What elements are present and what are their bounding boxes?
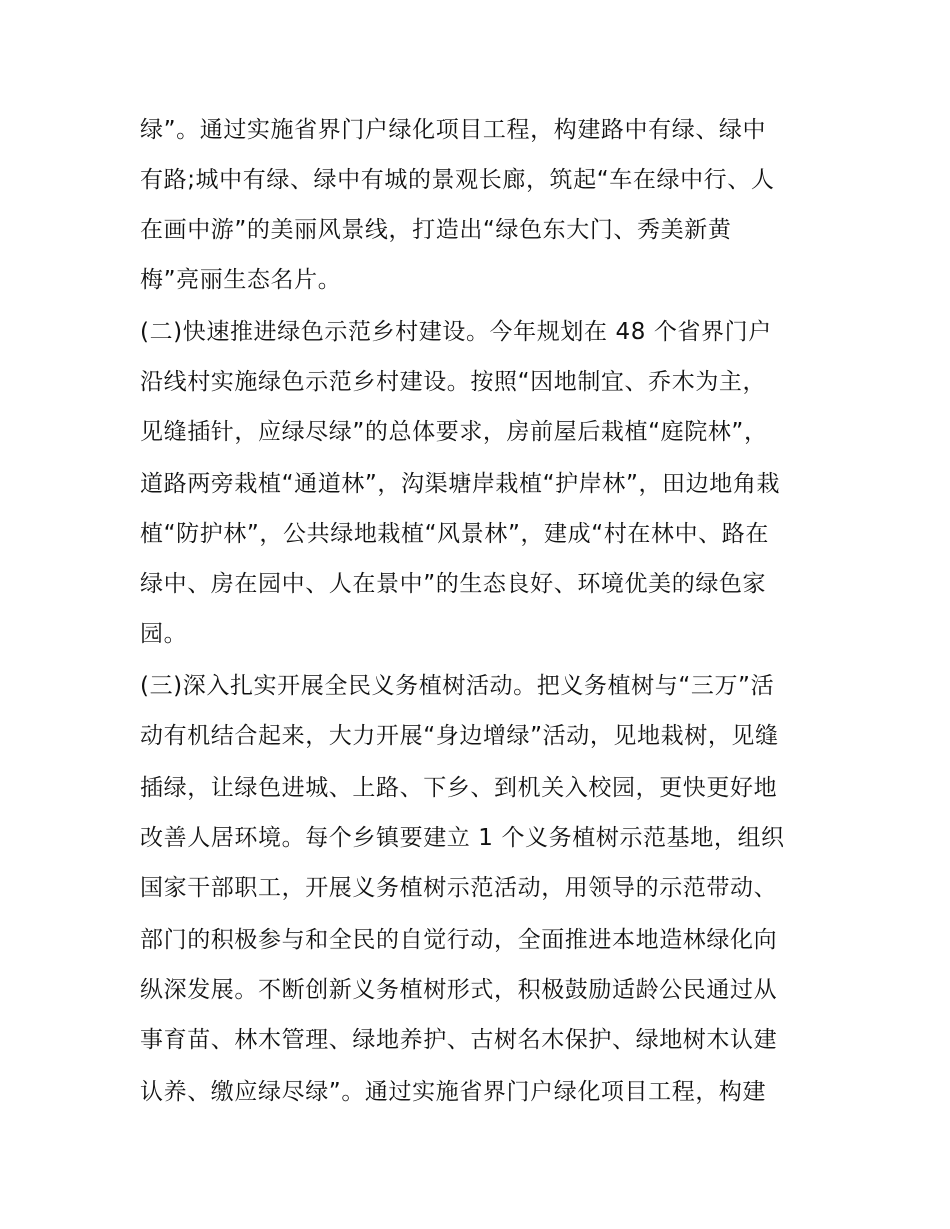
- paragraph-line: 见缝插针，应绿尽绿”的总体要求，房前屋后栽植“庭院林”，: [140, 419, 768, 445]
- paragraph-line: 沿线村实施绿色示范乡村建设。按照“因地制宜、乔木为主，: [140, 369, 767, 395]
- paragraph-line: 认养、缴应绿尽绿”。通过实施省界门户绿化项目工程，构建: [140, 1079, 767, 1105]
- paragraph-line: 绿”。通过实施省界门户绿化项目工程，构建路中有绿、绿中: [140, 117, 767, 143]
- paragraph-line: 动有机结合起来，大力开展“身边增绿”活动，见地栽树，见缝: [140, 723, 779, 749]
- paragraph-line: 纵深发展。不断创新义务植树形式，积极鼓励适龄公民通过从: [140, 977, 778, 1003]
- paragraph-line: 道路两旁栽植“通道林”，沟渠塘岸栽植“护岸林”，田边地角栽: [140, 471, 781, 497]
- paragraph-line: 事育苗、林木管理、绿地养护、古树名木保护、绿地树木认建: [140, 1027, 778, 1053]
- paragraph-line: (二)快速推进绿色示范乡村建设。今年规划在 48 个省界门户: [140, 319, 772, 345]
- paragraph-line: 有路;城中有绿、绿中有城的景观长廊，筑起“车在绿中行、人: [140, 167, 775, 193]
- paragraph-line: 梅”亮丽生态名片。: [140, 267, 342, 293]
- paragraph-line: 部门的积极参与和全民的自觉行动，全面推进本地造林绿化向: [140, 927, 778, 953]
- paragraph-line: 植“防护林”，公共绿地栽植“风景林”，建成“村在林中、路在: [140, 521, 769, 547]
- paragraph-line: 在画中游”的美丽风景线，打造出“绿色东大门、秀美新黄: [140, 217, 732, 243]
- paragraph-line: 改善人居环境。每个乡镇要建立 1 个义务植树示范基地，组织: [140, 825, 785, 851]
- paragraph-line: 国家干部职工，开展义务植树示范活动，用领导的示范带动、: [140, 875, 778, 901]
- paragraph-line: (三)深入扎实开展全民义务植树活动。把义务植树与“三万”活: [140, 673, 775, 699]
- paragraph-line: 插绿，让绿色进城、上路、下乡、到机关入校园，更快更好地: [140, 775, 778, 801]
- paragraph-line: 绿中、房在园中、人在景中”的生态良好、环境优美的绿色家: [140, 571, 767, 597]
- paragraph-line: 园。: [140, 621, 188, 647]
